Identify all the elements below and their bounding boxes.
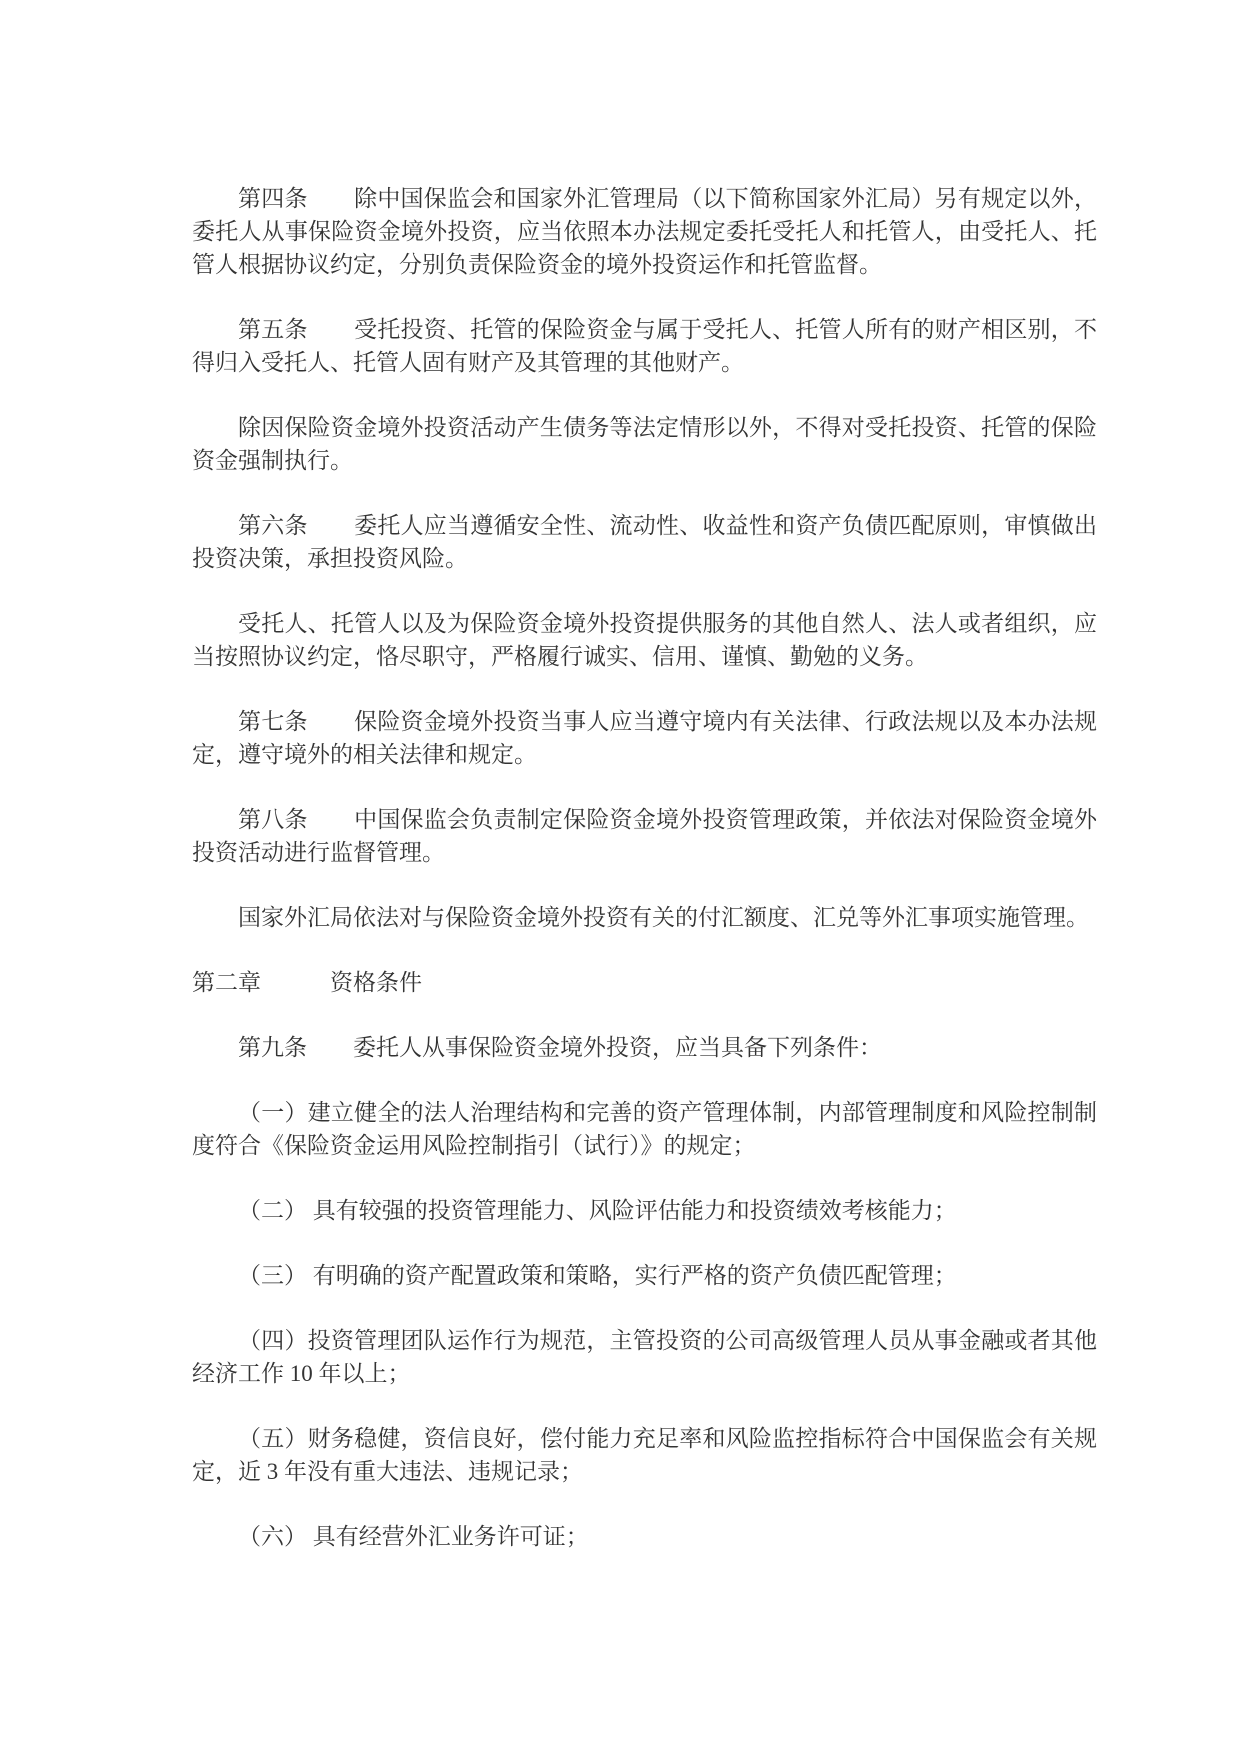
paragraph-article-9-item-5: （五）财务稳健，资信良好，偿付能力充足率和风险监控指标符合中国保监会有关规定，近 3 年没有重大违法、违规记录； <box>192 1426 1097 1484</box>
paragraph-article-9-item-6: （六） 具有经营外汇业务许可证； <box>238 1524 589 1549</box>
paragraph-article-5-continued: 除因保险资金境外投资活动产生债务等法定情形以外，不得对受托投资、托管的保险资金强制执行。 <box>192 415 1097 473</box>
paragraph-article-7: 第七条 保险资金境外投资当事人应当遵守境内有关法律、行政法规以及本办法规定，遵守境外的相关法律和规定。 <box>192 709 1097 767</box>
paragraph-article-4: 第四条 除中国保监会和国家外汇管理局（以下简称国家外汇局）另有规定以外，委托人从事保险资金境外投资，应当依照本办法规定委托受托人和托管人，由受托人、托管人根据协议约定，分别负责保险资金的境外投资运作和托管监督。 <box>192 186 1097 277</box>
chapter-number: 第二章 <box>192 970 261 995</box>
paragraph-article-9-item-2: （二） 具有较强的投资管理能力、风险评估能力和投资绩效考核能力； <box>238 1198 957 1223</box>
paragraph-article-9-item-1: （一）建立健全的法人治理结构和完善的资产管理体制，内部管理制度和风险控制制度符合《保险资金运用风险控制指引（试行）》的规定； <box>192 1100 1097 1158</box>
paragraph-article-9: 第九条 委托人从事保险资金境外投资，应当具备下列条件： <box>238 1035 882 1060</box>
document-page <box>192 182 1097 1585</box>
paragraph-article-6-continued: 受托人、托管人以及为保险资金境外投资提供服务的其他自然人、法人或者组织，应当按照协议约定，恪尽职守，严格履行诚实、信用、谨慎、勤勉的义务。 <box>192 611 1097 669</box>
paragraph-article-5: 第五条 受托投资、托管的保险资金与属于受托人、托管人所有的财产相区别，不得归入受托人、托管人固有财产及其管理的其他财产。 <box>192 317 1097 375</box>
chapter-title: 资格条件 <box>330 970 422 995</box>
paragraph-article-6: 第六条 委托人应当遵循安全性、流动性、收益性和资产负债匹配原则，审慎做出投资决策，承担投资风险。 <box>192 513 1097 571</box>
paragraph-article-8-continued: 国家外汇局依法对与保险资金境外投资有关的付汇额度、汇兑等外汇事项实施管理。 <box>238 905 1089 930</box>
chapter-2-heading <box>192 966 1097 999</box>
paragraph-article-8: 第八条 中国保监会负责制定保险资金境外投资管理政策，并依法对保险资金境外投资活动进行监督管理。 <box>192 807 1097 865</box>
paragraph-article-9-item-4: （四）投资管理团队运作行为规范，主管投资的公司高级管理人员从事金融或者其他经济工作 10 年以上； <box>192 1328 1097 1386</box>
paragraph-article-9-item-3: （三） 有明确的资产配置政策和策略，实行严格的资产负债匹配管理； <box>238 1263 957 1288</box>
